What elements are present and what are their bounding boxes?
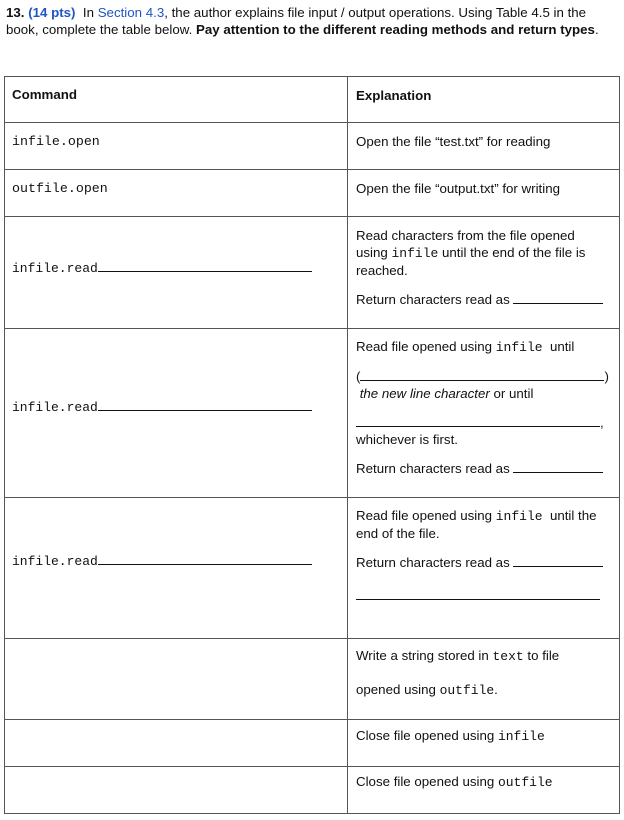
table-border-left xyxy=(4,76,5,814)
answer-blank[interactable] xyxy=(360,380,604,381)
command-text: infile.read xyxy=(12,554,98,569)
explanation-line: Write a string stored in text to file xyxy=(356,648,560,664)
row-line xyxy=(4,328,620,329)
explanation-line: Read file opened using infile until xyxy=(356,339,575,355)
answer-blank[interactable] xyxy=(513,472,603,473)
question-points: (14 pts) xyxy=(28,5,76,20)
answer-blank[interactable] xyxy=(98,271,312,272)
question-end: . xyxy=(594,22,599,37)
command-cell: outfile.open xyxy=(12,181,108,196)
row-line xyxy=(4,122,620,123)
code-outfile: outfile xyxy=(439,683,495,698)
italic-newline: the new line character xyxy=(359,386,490,401)
answer-blank[interactable] xyxy=(98,564,312,565)
answer-blank[interactable] xyxy=(356,426,600,427)
row-line xyxy=(4,766,620,767)
answer-blank[interactable] xyxy=(513,566,603,567)
command-cell: infile.open xyxy=(12,134,100,149)
command-cell xyxy=(12,553,312,569)
row-line xyxy=(4,76,620,77)
header-explanation: Explanation xyxy=(356,88,432,103)
explanation-cell: Close file opened using infile xyxy=(356,728,545,744)
answer-blank[interactable] xyxy=(513,303,603,304)
explanation-line: Read file opened using infile until the xyxy=(356,508,597,524)
question-body: , the author explains file input / output operations. Using Table 4.5 in the book, complete the table below. xyxy=(6,5,587,37)
row-line xyxy=(4,638,620,639)
explanation-cell: Open the file “output.txt” for writing xyxy=(356,181,560,196)
return-line: Return characters read as xyxy=(356,460,614,477)
answer-blank[interactable] xyxy=(356,585,600,600)
code-infile: infile xyxy=(495,340,543,355)
explanation-cell xyxy=(356,338,614,477)
explanation-cell: Close file opened using outfile xyxy=(356,774,553,790)
explanation-cell: Open the file “test.txt” for reading xyxy=(356,134,551,149)
command-text: infile.read xyxy=(12,261,98,276)
explanation-line: end of the file. xyxy=(356,526,440,541)
explanation-cell xyxy=(356,227,614,308)
code-infile: infile xyxy=(497,729,545,744)
section-link[interactable]: Section 4.3 xyxy=(97,5,165,20)
blank-line xyxy=(356,585,614,602)
return-line: Return characters read as xyxy=(356,291,614,308)
code-outfile: outfile xyxy=(497,775,553,790)
blank-line: , xyxy=(356,414,614,431)
explanation-line: opened using outfile. xyxy=(356,682,498,698)
explanation-line: whichever is first. xyxy=(356,432,458,447)
row-line xyxy=(4,497,620,498)
explanation-cell xyxy=(356,507,614,602)
code-infile: infile xyxy=(391,246,439,261)
explanation-line: the new line character or until xyxy=(359,386,534,401)
table-border-right xyxy=(619,76,620,814)
row-line xyxy=(4,813,620,814)
explanation-cell xyxy=(356,647,614,699)
question-number: 13. xyxy=(6,5,25,20)
question-pre: In xyxy=(82,5,94,20)
row-line xyxy=(4,216,620,217)
header-command: Command xyxy=(12,87,78,102)
command-cell xyxy=(12,399,312,415)
question-text xyxy=(6,4,618,38)
table-divider xyxy=(347,76,348,814)
return-line: Return characters read as xyxy=(356,554,614,571)
answer-blank[interactable] xyxy=(98,410,312,411)
row-line xyxy=(4,169,620,170)
command-text: infile.read xyxy=(12,400,98,415)
explanation-line: reached. xyxy=(356,263,408,278)
explanation-line: using infile until the end of the file is xyxy=(356,245,586,261)
code-text: text xyxy=(492,649,524,664)
question-bold-instruction: Pay attention to the different reading methods and return types xyxy=(195,22,595,37)
paren-blank-line: ( ) xyxy=(356,369,609,384)
command-cell xyxy=(12,260,312,276)
io-table xyxy=(4,76,620,814)
code-infile: infile xyxy=(495,509,543,524)
explanation-line: Read characters from the file opened xyxy=(356,228,575,243)
row-line xyxy=(4,719,620,720)
